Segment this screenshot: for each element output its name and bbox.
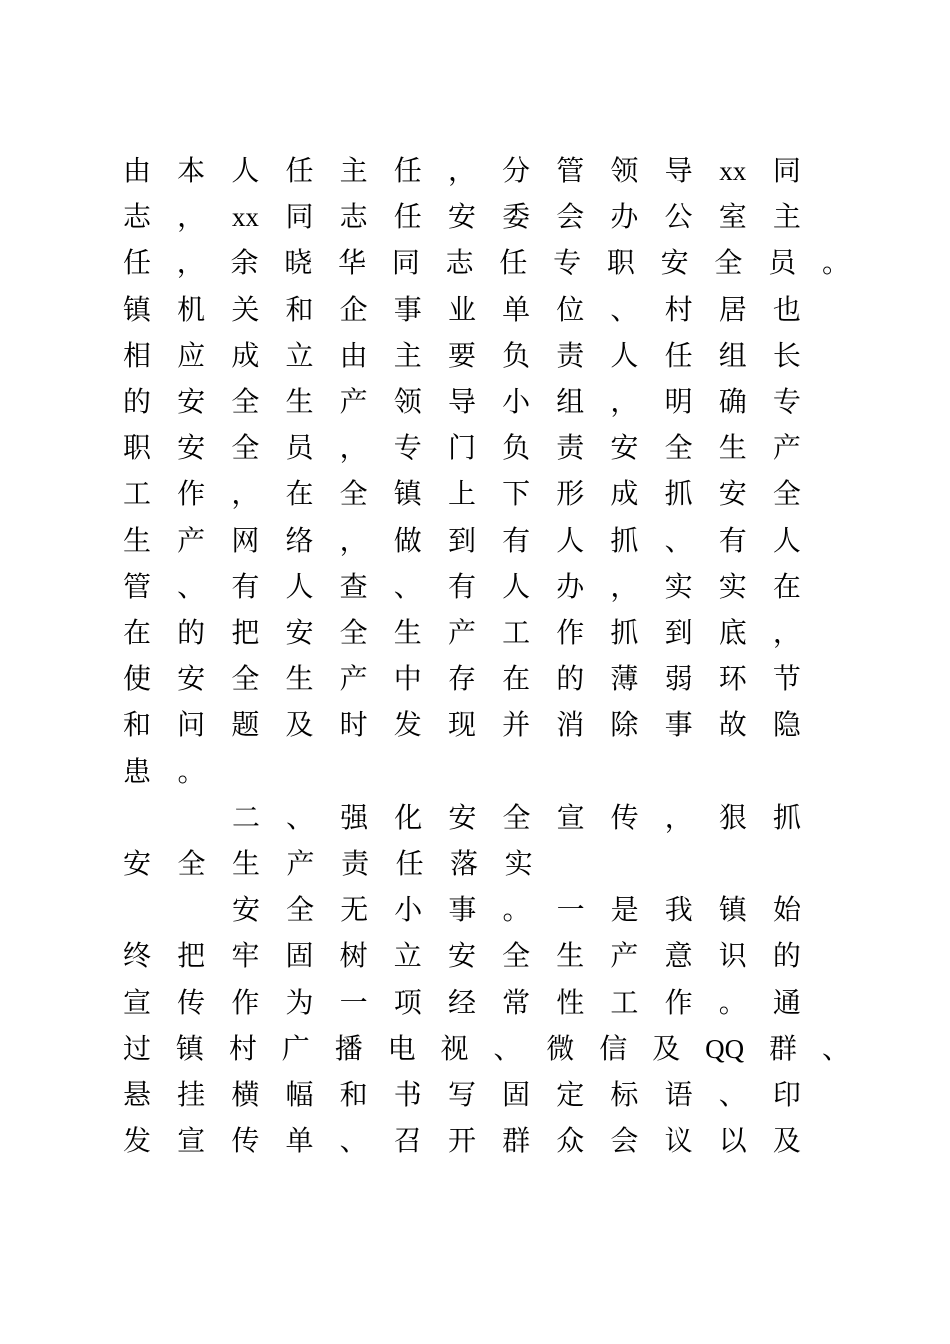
char: 事 [664,708,693,742]
char: 居 [718,292,747,326]
char: 、 [286,800,315,834]
char: 全 [502,939,531,973]
char: xx [231,202,259,233]
text-line [123,1075,801,1115]
char: 实 [664,569,693,603]
char: 专 [393,431,422,465]
char: ， [231,477,260,511]
text-line [123,1121,801,1161]
char: 微 [546,1031,575,1065]
char: 弱 [664,662,693,696]
char: 传 [610,800,639,834]
char: 镇 [123,292,152,326]
char: 生 [232,847,261,880]
char: 电 [387,1031,416,1065]
text-line [123,336,801,376]
char: 全 [231,385,260,418]
char: 任 [393,154,422,187]
char: 一 [556,893,585,927]
char: 全 [177,847,206,880]
char: 主 [339,154,368,187]
char: 同 [285,200,314,234]
char: ， [339,431,368,465]
char: 人 [772,523,801,557]
char: 横 [231,1078,260,1111]
char: 薄 [610,662,639,696]
char: 存 [447,662,476,696]
char: 由 [339,338,368,372]
char: 做 [393,523,422,557]
char: 员 [285,431,314,465]
char: 在 [772,569,801,603]
text-line [123,983,801,1023]
char: ， [664,800,693,834]
char: 志 [445,246,474,280]
char: 、 [339,1124,368,1158]
text-line [123,151,801,191]
char: 本 [177,154,206,187]
char: 责 [341,847,370,880]
char: 。 [718,985,747,1019]
char: 群 [769,1031,798,1065]
text-line [123,290,801,330]
char: 同 [772,154,801,187]
char: 职 [606,246,635,280]
char: 在 [285,477,314,511]
char: 责 [556,338,585,372]
char: 、 [664,523,693,557]
char: 专 [772,385,801,418]
char: 中 [393,662,422,696]
char: 作 [177,477,206,511]
char: 门 [447,431,476,465]
char: 全 [714,246,743,280]
char: 分 [502,154,531,187]
char: 底 [718,616,747,649]
char: 和 [339,1078,368,1111]
char: 安 [232,893,261,927]
char: 同 [391,246,420,280]
char: 时 [339,708,368,742]
char: 写 [447,1078,476,1111]
char: 产 [610,939,639,973]
char: 主 [772,200,801,234]
char: 镇 [175,1031,204,1065]
char: 悬 [123,1078,152,1111]
char: 。 [821,246,850,280]
char: 、 [821,1031,850,1065]
char: 常 [502,985,531,1019]
char: 始 [772,893,801,927]
char: 题 [231,708,260,742]
char: 立 [393,939,422,973]
text-line [123,521,801,561]
char: 网 [231,523,260,557]
char: 人 [610,338,639,372]
char: 我 [664,893,693,927]
char: 全 [502,800,531,834]
char: 镇 [718,893,747,927]
char: 问 [177,708,206,742]
char: 众 [556,1124,585,1158]
char: 抓 [772,800,801,834]
char: 意 [664,939,693,973]
char: 使 [123,662,152,696]
char: 实 [504,847,533,880]
char: 全 [339,477,368,511]
char: 在 [123,616,152,649]
char: 安 [448,800,477,834]
char: 晓 [284,246,313,280]
char: 安 [285,616,314,649]
char: 领 [610,154,639,187]
char: 产 [772,431,801,465]
char: 要 [447,338,476,372]
text-line [123,705,801,745]
char: 及 [772,1124,801,1158]
char: 故 [718,708,747,742]
char: 有 [502,523,531,557]
char: ， [339,523,368,557]
text-line [123,243,850,283]
char: 委 [502,200,531,234]
char: ， [176,246,205,280]
char: 召 [393,1124,422,1158]
char: 挂 [177,1078,206,1111]
char: 事 [448,893,477,927]
char: 以 [718,1124,747,1158]
char: 和 [285,292,314,326]
char: 隐 [772,708,801,742]
char: 。 [177,754,206,788]
char: 管 [123,569,152,603]
char: 抓 [664,477,693,511]
char: 和 [123,708,152,742]
char: 全 [664,431,693,465]
char: 并 [502,708,531,742]
char: 办 [610,200,639,234]
char: 信 [599,1031,628,1065]
char: 由 [123,154,152,187]
char: 把 [177,939,206,973]
char: 职 [123,431,152,465]
char: 识 [718,939,747,973]
section-heading-line [232,798,801,838]
char: 事 [393,292,422,326]
char: 任 [499,246,528,280]
char: 应 [177,338,206,372]
char: 生 [718,431,747,465]
char: 固 [502,1078,531,1111]
char: 节 [772,662,801,696]
char: 生 [285,385,314,418]
char: 发 [123,1124,152,1158]
char: 到 [447,523,476,557]
char: 小 [502,385,531,418]
char: 化 [394,800,423,834]
char: 产 [447,616,476,649]
char: 任 [664,338,693,372]
char: 环 [718,662,747,696]
char: 无 [340,893,369,927]
char: 性 [556,985,585,1019]
char: 作 [664,985,693,1019]
char: 把 [231,616,260,649]
char: 组 [718,338,747,372]
char: 安 [660,246,689,280]
char: 抓 [610,616,639,649]
char: 主 [393,338,422,372]
char: 形 [556,477,585,511]
char: 导 [664,154,693,187]
char: 传 [231,1124,260,1158]
char: 明 [664,385,693,418]
char: 宣 [177,1124,206,1158]
char: 现 [447,708,476,742]
char: 树 [339,939,368,973]
text-line [123,567,801,607]
char: 、 [393,569,422,603]
char: 标 [610,1078,639,1111]
char: 公 [664,200,693,234]
text-line [123,474,801,514]
char: 强 [340,800,369,834]
char: 机 [177,292,206,326]
char: 产 [177,523,206,557]
char: 负 [502,431,531,465]
char: 华 [338,246,367,280]
char: 任 [395,847,424,880]
char: 领 [393,385,422,418]
char: 传 [177,985,206,1019]
char: 安 [610,431,639,465]
char: ， [772,616,801,649]
char: 小 [394,893,423,927]
char: 作 [556,616,585,649]
char: 定 [556,1078,585,1111]
char: 。 [502,893,531,927]
char: 关 [231,292,260,326]
char: 落 [450,847,479,880]
char: 人 [285,569,314,603]
char: 印 [772,1078,801,1111]
char: 企 [339,292,368,326]
text-line [232,890,801,930]
char: 工 [610,985,639,1019]
char: 任 [393,200,422,234]
char: 消 [556,708,585,742]
char: 专 [553,246,582,280]
char: 患 [123,754,152,788]
char: 有 [447,569,476,603]
char: 到 [664,616,693,649]
char: 一 [339,985,368,1019]
char: QQ [705,1033,745,1064]
char: 产 [339,662,368,696]
text-line [123,428,801,468]
char: 全 [339,616,368,649]
char: 的 [556,662,585,696]
char: 志 [123,200,152,234]
char: 任 [123,246,152,280]
char: 固 [285,939,314,973]
char: 余 [230,246,259,280]
char: 牢 [231,939,260,973]
char: 村 [664,292,693,326]
char: 人 [231,154,260,187]
char: 抓 [610,523,639,557]
char: 广 [281,1031,310,1065]
char: 及 [652,1031,681,1065]
char: 语 [664,1078,693,1111]
char: 查 [339,569,368,603]
char: ， [610,569,639,603]
section-heading-line [123,844,533,884]
char: 宣 [123,985,152,1019]
char: 人 [556,523,585,557]
char: 二 [232,800,261,834]
char: 管 [556,154,585,187]
char: 安 [177,385,206,418]
char: 生 [393,616,422,649]
text-line [123,613,801,653]
char: 确 [718,385,747,418]
char: 立 [285,338,314,372]
char: xx [719,156,747,186]
char: 狠 [718,800,747,834]
text-line [123,197,801,237]
char: 相 [123,338,152,372]
char: 下 [502,477,531,511]
char: 及 [285,708,314,742]
char: 全 [231,662,260,696]
char: 、 [493,1031,522,1065]
char: 过 [123,1031,152,1065]
char: 安 [718,477,747,511]
char: 责 [556,431,585,465]
char: 全 [772,477,801,511]
char: 幅 [285,1078,314,1111]
char: 人 [502,569,531,603]
char: 任 [285,154,314,187]
char: 办 [556,569,585,603]
char: 导 [447,385,476,418]
text-line [123,1029,850,1069]
char: 视 [440,1031,469,1065]
char: 全 [231,431,260,465]
char: 络 [285,523,314,557]
char: 位 [556,292,585,326]
char: 室 [718,200,747,234]
char: 生 [123,523,152,557]
char: 会 [610,1124,639,1158]
text-line [123,659,801,699]
char: 长 [772,338,801,372]
char: 实 [718,569,747,603]
char: 全 [286,893,315,927]
char: 成 [610,477,639,511]
char: 也 [772,292,801,326]
char: 书 [393,1078,422,1111]
char: 群 [502,1124,531,1158]
char: ， [177,200,206,234]
char: 开 [447,1124,476,1158]
char: 的 [123,385,152,418]
char: 除 [610,708,639,742]
char: 安 [177,662,206,696]
char: 的 [177,616,206,649]
char: 通 [772,985,801,1019]
char: 宣 [556,800,585,834]
char: 有 [231,569,260,603]
char: 安 [447,939,476,973]
char: 、 [610,292,639,326]
char: 志 [339,200,368,234]
char: 、 [718,1078,747,1111]
char: 单 [502,292,531,326]
char: 议 [664,1124,693,1158]
char: 单 [285,1124,314,1158]
char: 业 [447,292,476,326]
char: 产 [339,385,368,418]
char: 会 [556,200,585,234]
char: 生 [556,939,585,973]
char: 安 [177,431,206,465]
char: 工 [502,616,531,649]
char: 安 [447,200,476,234]
char: 村 [228,1031,257,1065]
char: 发 [393,708,422,742]
char: 上 [447,477,476,511]
char: 是 [610,893,639,927]
text-line [123,752,206,792]
char: 组 [556,385,585,418]
char: 成 [231,338,260,372]
char: 为 [285,985,314,1019]
char: 员 [768,246,797,280]
char: 工 [123,477,152,511]
char: 终 [123,939,152,973]
char: 在 [502,662,531,696]
char: 镇 [393,477,422,511]
char: 负 [502,338,531,372]
char: 有 [718,523,747,557]
text-line [123,936,801,976]
char: 作 [231,985,260,1019]
char: 经 [447,985,476,1019]
char: 生 [285,662,314,696]
text-line [123,382,801,422]
char: 安 [123,847,152,880]
char: ， [610,385,639,418]
char: 、 [177,569,206,603]
char: 产 [286,847,315,880]
char: 播 [334,1031,363,1065]
char: 的 [772,939,801,973]
char: ， [447,154,476,187]
char: 项 [393,985,422,1019]
